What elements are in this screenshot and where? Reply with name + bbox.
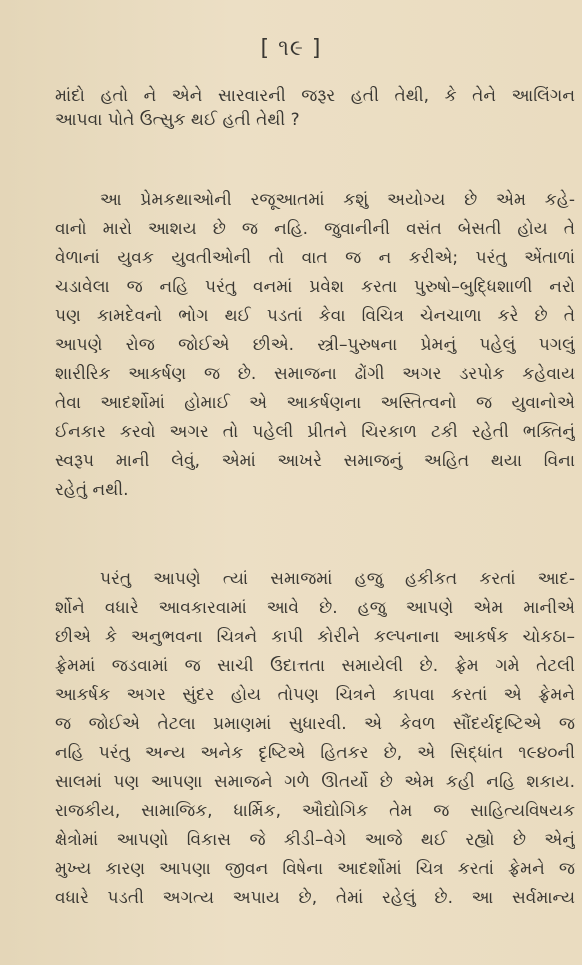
text-line: વેળાનાં યુવક યુવતીઓની તો વાત જ ન કરીએ; પરંતુ એંતાળાં [55, 248, 575, 268]
text-line: ફ્રેમમાં જડવામાં જ સાચી ઉદાત્તતા સમાયેલી છે. ફ્રેમ ગમે તેટલી [55, 656, 575, 676]
text-line: આપણે રોજ જોઈએ છીએ. સ્ત્રી–પુરુષના પ્રેમનું પહેલું પગલું [55, 335, 575, 355]
text-line: આકર્ષક અગર સુંદર હોય તોપણ ચિત્રને કાપવા કરતાં એ ફ્રેમને [55, 685, 575, 705]
text-line: રહેતું નથી. [55, 480, 129, 500]
text-line: આપવા પોતે ઉત્સુક થઈ હતી તેથી ? [55, 110, 300, 130]
text-line: ક્ષેત્રોમાં આપણો વિકાસ જે કીડી–વેગે આજે થઈ રહ્યો છે એનું [55, 830, 575, 850]
text-line: જ જોઈએ તેટલા પ્રમાણમાં સુધારવી. એ કેવળ સૌંદર્યદૃષ્ટિએ જ [55, 714, 575, 734]
text-line: વધારે પડતી અગત્ય અપાય છે, તેમાં રહેલું છે. આ સર્વમાન્ય [55, 888, 575, 908]
text-line: શારીરિક આકર્ષણ જ છે. સમાજના ઢોંગી અગર ડરપોક કહેવાય [55, 364, 575, 384]
text-line: માંદો હતો ને એને સારવારની જરૂર હતી તેથી, કે તેને આલિંગન [55, 86, 575, 106]
text-line: પરંતુ આપણે ત્યાં સમાજમાં હજુ હકીકત કરતાં આદ- [100, 569, 575, 589]
text-line: તેવા આદર્શોમાં હોમાઈ એ આકર્ષણના અસ્તિત્વનો જ યુવાનોએ [55, 393, 575, 413]
text-line: આ પ્રેમકથાઓની રજૂઆતમાં કશું અયોગ્ય છે એમ કહે- [100, 190, 575, 210]
paragraph-1 [55, 84, 575, 132]
text-line: સ્વરૂપ માની લેવું, એમાં આખરે સમાજનું અહિત થયા વિના [55, 451, 575, 471]
paragraph-2 [55, 186, 575, 505]
text-line: ઈનકાર કરવો અગર તો પહેલી પ્રીતને ચિરકાળ ટકી રહેતી ભક્તિનું [55, 422, 575, 442]
text-line: રાજકીય, સામાજિક, ધાર્મિક, ઔદ્યોગિક તેમ જ સાહિત્યવિષયક [55, 801, 575, 821]
text-line: સાલમાં પણ આપણા સમાજને ગળે ઊતર્યો છે એમ કહી નહિ શકાય. [55, 772, 575, 792]
text-line: મુખ્ય કારણ આપણા જીવન વિષેના આદર્શોમાં ચિત્ર કરતાં ફ્રેમને જ [55, 859, 575, 879]
text-line: છીએ કે અનુભવના ચિત્રને કાપી કોરીને કલ્પનાના આકર્ષક ચોકઠા– [55, 627, 575, 647]
text-line: ર્શોને વધારે આવકારવામાં આવે છે. હજુ આપણે એમ માનીએ [55, 598, 575, 618]
text-line: નહિ પરંતુ અન્ય અનેક દૃષ્ટિએ હિતકર છે, એ સિદ્ધાંત ૧૯૪૦ની [55, 743, 575, 763]
page-number: [ ૧૯ ] [260, 36, 322, 61]
text-line: પણ કામદેવનો ભોગ થઈ પડતાં કેવા વિચિત્ર ચેનચાળા કરે છે તે [55, 306, 575, 326]
text-line: વાનો મારો આશય છે જ નહિ. જુવાનીની વસંત બેસતી હોય તે [55, 219, 575, 239]
text-line: ચડાવેલા જ નહિ પરંતુ વનમાં પ્રવેશ કરતા પુરુષો–બુદ્ધિશાળી નરો [55, 277, 575, 297]
paragraph-3 [55, 565, 575, 913]
